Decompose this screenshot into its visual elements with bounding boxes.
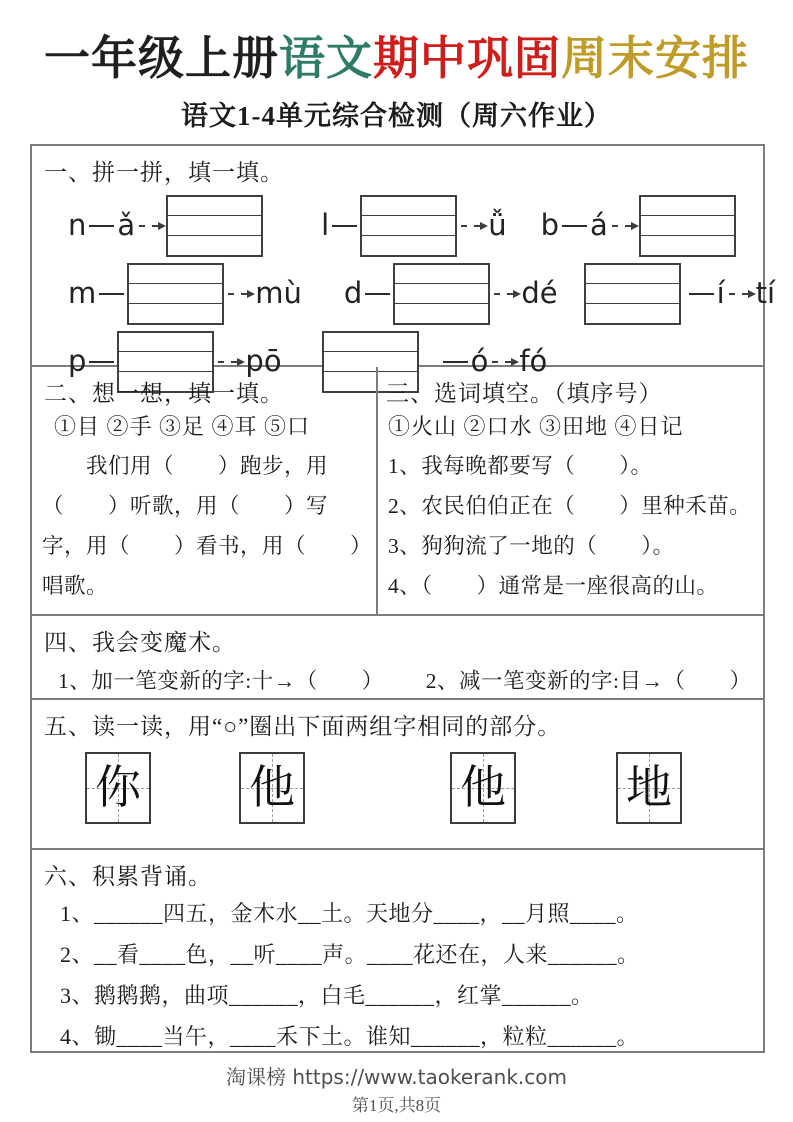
pinyin-initial: m: [68, 276, 97, 311]
pinyin-syllable: mù: [255, 276, 302, 311]
fill-line: 4、（ ）通常是一座很高的山。: [388, 573, 719, 598]
section-recitation-heading: 六、积累背诵。: [44, 863, 212, 889]
pinyin-final: ó: [470, 344, 489, 379]
fill-line: 3、狗狗流了一地的（ ）。: [388, 533, 675, 558]
section-recitation: [32, 850, 763, 1051]
page-footer: [0, 1061, 793, 1116]
pinyin-item-na: [68, 195, 263, 257]
pinyin-syllable: pō: [245, 344, 282, 379]
recitation-line: 2、__看____色，__听____声。____花还在，人来______。: [60, 941, 640, 967]
grid-character: 他: [249, 761, 295, 813]
pinyin-final: á: [590, 208, 608, 243]
section-pinyin: [32, 146, 776, 379]
page-title: [0, 0, 793, 85]
magic-items-row: [32, 657, 763, 695]
pinyin-answer-box: [639, 195, 736, 257]
dash-line: [443, 361, 468, 363]
pinyin-syllable: tí: [755, 276, 776, 311]
recitation-line: 4、锄____当午，____禾下土。谁知______，粒粒______。: [60, 1023, 640, 1049]
magic-item-remove-stroke: 2、减一笔变新的字:目→（ ）: [425, 668, 752, 693]
section-body-parts: [32, 367, 378, 614]
grid-character: 他: [460, 761, 506, 813]
pinyin-initial: n: [68, 208, 87, 243]
section-circle-same-part: [32, 700, 763, 850]
pinyin-syllable: fó: [519, 344, 548, 379]
dashed-arrow-icon: [494, 293, 513, 295]
section-magic-strokes: [32, 616, 763, 700]
pinyin-item-de: [344, 263, 558, 325]
pinyin-initial: p: [68, 344, 87, 379]
character-grid-row: [32, 752, 763, 824]
grid-character: 你: [95, 761, 141, 813]
title-part-grade: 一年级上册: [44, 33, 279, 84]
tianzige-box: [450, 752, 516, 824]
pinyin-answer-box: [584, 263, 681, 325]
pinyin-answer-box: [393, 263, 490, 325]
title-part-midterm: 期中巩固: [373, 33, 561, 84]
title-part-subject: 语文: [279, 33, 373, 84]
pinyin-item-lv: [321, 195, 506, 257]
fill-line: 2、农民伯伯正在（ ）里种禾苗。: [388, 493, 752, 518]
tianzige-box: [239, 752, 305, 824]
dash-line: [562, 225, 587, 227]
dash-line: [89, 361, 114, 363]
grid-character: 地: [626, 761, 672, 813]
pinyin-row-1: [32, 195, 763, 257]
section-circle-heading: 五、读一读，用“○”圈出下面两组字相同的部分。: [44, 713, 562, 739]
pinyin-item-mu: [68, 263, 302, 325]
pinyin-answer-box: [166, 195, 263, 257]
title-part-weekend: 周末安排: [561, 33, 749, 84]
pinyin-item-ba: [541, 195, 736, 257]
word-bank: ①目 ②手 ③足 ④耳 ⑤口: [54, 413, 311, 439]
dash-line: [365, 293, 390, 295]
dash-line: [689, 293, 714, 295]
section-pinyin-heading: 一、拼一拼，填一填。: [44, 159, 284, 185]
pinyin-initial: l: [321, 208, 330, 243]
fill-line: 1、我每晚都要写（ ）。: [388, 453, 653, 478]
recitation-line: 1、______四五，金木水__土。天地分____，__月照____。: [60, 900, 639, 926]
dash-line: [89, 225, 114, 227]
fill-line: 我们用（ ）跑步，用: [42, 453, 329, 478]
dashed-arrow-icon: [461, 225, 480, 227]
magic-item-add-stroke: 1、加一笔变新的字:十→（ ）: [58, 668, 384, 693]
pinyin-initial: d: [343, 276, 363, 311]
dashed-arrow-icon: [612, 225, 631, 227]
pinyin-answer-box: [127, 263, 224, 325]
tianzige-box: [85, 752, 151, 824]
dashed-arrow-icon: [492, 361, 511, 363]
dashed-arrow-icon: [218, 361, 237, 363]
section-word-choice-heading: 三、选词填空。（填序号）: [386, 380, 663, 406]
tianzige-box: [616, 752, 682, 824]
pinyin-item-ti: [584, 263, 776, 325]
section-body-parts-heading: 二、想一想，填一填。: [44, 380, 284, 406]
pinyin-final: ǎ: [117, 208, 136, 243]
dash-line: [332, 225, 357, 227]
dashed-arrow-icon: [729, 293, 748, 295]
pinyin-initial: b: [540, 208, 560, 243]
section-magic-heading: 四、我会变魔术。: [44, 629, 236, 655]
dashed-arrow-icon: [139, 225, 158, 227]
dash-line: [99, 293, 124, 295]
footer-page-number: 第1页,共8页: [351, 1095, 442, 1115]
section-word-choice: [378, 367, 763, 614]
worksheet-table: [30, 144, 776, 1053]
pinyin-row-2: [32, 263, 776, 325]
section-two-three-row: [32, 367, 763, 616]
word-bank: ①火山 ②口水 ③田地 ④日记: [388, 413, 684, 439]
pinyin-final: ǚ: [488, 208, 507, 243]
fill-line: 字，用（ ）看书，用（ ）: [42, 533, 373, 558]
fill-line: （ ）听歌，用（ ）写: [42, 493, 329, 518]
pinyin-final: í: [716, 276, 725, 311]
dashed-arrow-icon: [228, 293, 247, 295]
footer-site-url: 淘课榜 https://www.taokerank.com: [226, 1064, 567, 1089]
pinyin-answer-box: [360, 195, 457, 257]
recitation-line: 3、鹅鹅鹅，曲项______，白毛______，红掌______。: [60, 982, 594, 1008]
fill-line: 唱歌。: [42, 573, 109, 598]
page-subtitle: 语文1-4单元综合检测（周六作业）: [181, 100, 612, 131]
pinyin-syllable: dé: [521, 276, 558, 311]
